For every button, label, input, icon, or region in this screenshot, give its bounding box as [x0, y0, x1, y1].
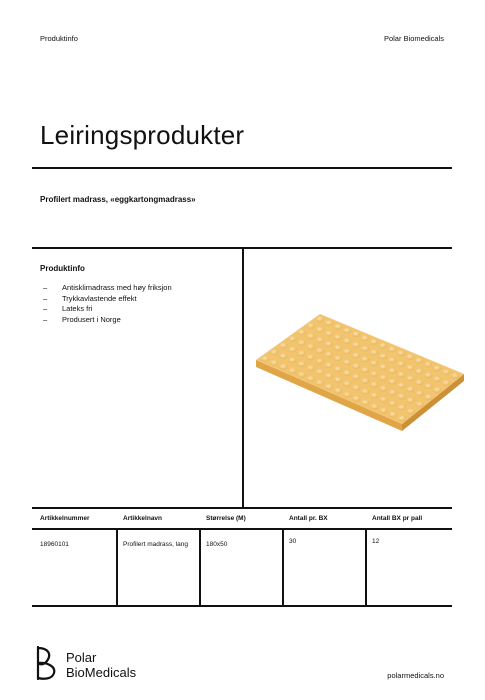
- egg-bump: [388, 390, 396, 396]
- product-info-heading: Produktinfo: [40, 264, 85, 273]
- egg-bump: [343, 392, 351, 398]
- egg-bump: [316, 348, 324, 354]
- feature-item: [40, 304, 172, 315]
- table-cell-size: 180x50: [206, 541, 228, 548]
- egg-bump: [352, 396, 360, 402]
- egg-bump: [261, 356, 269, 362]
- egg-bump: [361, 400, 369, 406]
- title-divider: [32, 167, 452, 169]
- table-column-divider: [365, 528, 367, 606]
- egg-bump: [406, 397, 414, 403]
- egg-bump: [388, 379, 396, 385]
- egg-bump: [316, 380, 324, 386]
- feature-text: Antisklimadrass med høy friksjon: [62, 283, 172, 292]
- egg-bump: [343, 370, 351, 376]
- egg-bump: [397, 382, 405, 388]
- egg-bump: [379, 364, 387, 370]
- egg-bump: [279, 364, 287, 370]
- egg-bump: [415, 358, 423, 364]
- egg-bump: [334, 377, 342, 383]
- egg-bump: [288, 336, 296, 342]
- egg-bump: [424, 361, 432, 367]
- table-header-divider: [32, 528, 452, 530]
- egg-bump: [379, 343, 387, 349]
- egg-bump: [370, 404, 378, 410]
- egg-bump: [379, 408, 387, 414]
- egg-bump: [361, 335, 369, 341]
- egg-bump: [307, 344, 315, 350]
- egg-bump: [343, 349, 351, 355]
- product-subtitle: Profilert madrass, «eggkartongmadrass»: [40, 195, 196, 204]
- egg-bump: [389, 412, 397, 418]
- egg-bump: [297, 372, 305, 378]
- logo-line-biomedicals: BioMedicals: [66, 665, 137, 680]
- egg-bump: [307, 333, 315, 339]
- egg-bump: [397, 404, 405, 410]
- egg-bump: [325, 384, 333, 390]
- table-header-cell: Antall pr. BX: [289, 515, 328, 522]
- egg-bump: [270, 349, 278, 355]
- bullet-dash: –: [43, 314, 48, 324]
- egg-bump: [379, 353, 387, 359]
- logo-wordmark: [66, 650, 136, 680]
- feature-list: [40, 283, 172, 325]
- egg-bump: [297, 361, 305, 367]
- egg-bump: [325, 373, 333, 379]
- egg-bump: [451, 373, 459, 379]
- header-left-label: Produktinfo: [40, 34, 78, 43]
- egg-bump: [415, 368, 423, 374]
- egg-bump: [407, 408, 415, 414]
- table-top-border: [32, 507, 452, 509]
- table-column-divider: [199, 528, 201, 606]
- egg-bump: [297, 350, 305, 356]
- egg-bump: [334, 366, 342, 372]
- egg-bump: [343, 338, 351, 344]
- egg-bump: [316, 327, 324, 333]
- table-header-cell: Størrelse (M): [206, 515, 246, 522]
- egg-bump: [361, 346, 369, 352]
- egg-bump: [316, 337, 324, 343]
- egg-bump: [406, 365, 414, 371]
- table-column-divider: [116, 528, 118, 606]
- egg-bump: [370, 393, 378, 399]
- egg-bump: [406, 375, 414, 381]
- egg-bump: [388, 357, 396, 363]
- egg-bump: [388, 346, 396, 352]
- egg-bump: [361, 356, 369, 362]
- egg-bump: [370, 382, 378, 388]
- egg-bump: [325, 362, 333, 368]
- table-cell-article-number: 18960101: [40, 541, 69, 548]
- egg-bump: [442, 380, 450, 386]
- egg-bump: [352, 331, 360, 337]
- egg-bump: [325, 330, 333, 336]
- egg-bump: [334, 334, 342, 340]
- egg-bump: [352, 363, 360, 369]
- egg-bump: [406, 386, 414, 392]
- egg-bump: [379, 397, 387, 403]
- feature-item: [40, 315, 172, 326]
- egg-bump: [433, 387, 441, 393]
- egg-bump: [388, 400, 396, 406]
- header-right-label: Polar Biomedicals: [383, 34, 444, 43]
- egg-bump: [424, 394, 432, 400]
- feature-text: Lateks fri: [62, 304, 93, 313]
- feature-item: [40, 294, 172, 305]
- egg-bump: [343, 328, 351, 334]
- egg-bump: [398, 415, 406, 421]
- egg-bump: [370, 371, 378, 377]
- website-link[interactable]: polarmedicals.no: [387, 671, 444, 680]
- egg-bump: [316, 369, 324, 375]
- egg-bump: [370, 339, 378, 345]
- egg-bump: [352, 352, 360, 358]
- bullet-dash: –: [43, 304, 48, 313]
- egg-bump: [352, 374, 360, 380]
- egg-bump: [370, 349, 378, 355]
- egg-bump: [334, 388, 342, 394]
- egg-bump: [288, 357, 296, 363]
- table-cell-boxes-per-pallet: 12: [372, 538, 380, 545]
- egg-bump: [279, 353, 287, 359]
- egg-bump: [270, 360, 278, 366]
- egg-bump: [325, 320, 333, 326]
- egg-bump: [361, 389, 369, 395]
- egg-bump: [352, 342, 360, 348]
- egg-bump: [424, 383, 432, 389]
- section-vertical-divider: [242, 247, 244, 507]
- egg-bump: [415, 401, 423, 407]
- bullet-dash: –: [43, 283, 48, 292]
- egg-bump: [379, 375, 387, 381]
- egg-bump: [415, 390, 423, 396]
- egg-bump: [334, 324, 342, 330]
- egg-bump: [352, 385, 360, 391]
- egg-bump: [316, 316, 324, 322]
- egg-bump: [334, 355, 342, 361]
- egg-bump: [361, 378, 369, 384]
- egg-bump: [433, 376, 441, 382]
- table-header-cell: Antall BX pr pall: [372, 515, 423, 522]
- table-cell-article-name: Profilert madrass, lang: [123, 541, 189, 548]
- mattress-image: [250, 300, 470, 440]
- feature-text: Trykkavlastende effekt: [62, 293, 137, 303]
- table-header-cell: Artikkelnummer: [40, 515, 90, 522]
- egg-bump: [343, 359, 351, 365]
- egg-bump: [379, 386, 387, 392]
- egg-bump: [334, 345, 342, 351]
- table-bottom-border: [32, 605, 452, 607]
- egg-bump: [415, 379, 423, 385]
- egg-bump: [307, 376, 315, 382]
- egg-bump: [370, 360, 378, 366]
- egg-bump: [442, 369, 450, 375]
- egg-bump: [288, 368, 296, 374]
- egg-bump: [343, 381, 351, 387]
- table-column-divider: [282, 528, 284, 606]
- egg-bump: [297, 340, 305, 346]
- egg-bump: [361, 367, 369, 373]
- egg-bump: [433, 365, 441, 371]
- egg-bump: [397, 350, 405, 356]
- egg-bump: [298, 329, 306, 335]
- egg-bump: [397, 361, 405, 367]
- egg-bump: [325, 351, 333, 357]
- polar-biomedicals-logo-icon: [34, 645, 60, 681]
- feature-item: [40, 283, 172, 294]
- egg-bump: [307, 365, 315, 371]
- egg-bump: [388, 368, 396, 374]
- egg-bump: [325, 341, 333, 347]
- egg-bump: [306, 354, 314, 360]
- egg-bump: [424, 372, 432, 378]
- egg-bump: [279, 343, 287, 349]
- logo-line-polar: Polar: [66, 650, 97, 665]
- egg-bump: [397, 393, 405, 399]
- table-header-cell: Artikkelnavn: [123, 515, 163, 522]
- feature-text: Produsert i Norge: [62, 314, 121, 324]
- bullet-dash: –: [43, 293, 48, 303]
- egg-bump: [288, 346, 296, 352]
- egg-bump: [307, 323, 315, 329]
- page-title: Leiringsprodukter: [40, 120, 245, 150]
- egg-bump: [397, 372, 405, 378]
- egg-bump: [406, 354, 414, 360]
- table-cell-qty-per-box: 30: [289, 538, 297, 545]
- egg-bump: [316, 358, 324, 364]
